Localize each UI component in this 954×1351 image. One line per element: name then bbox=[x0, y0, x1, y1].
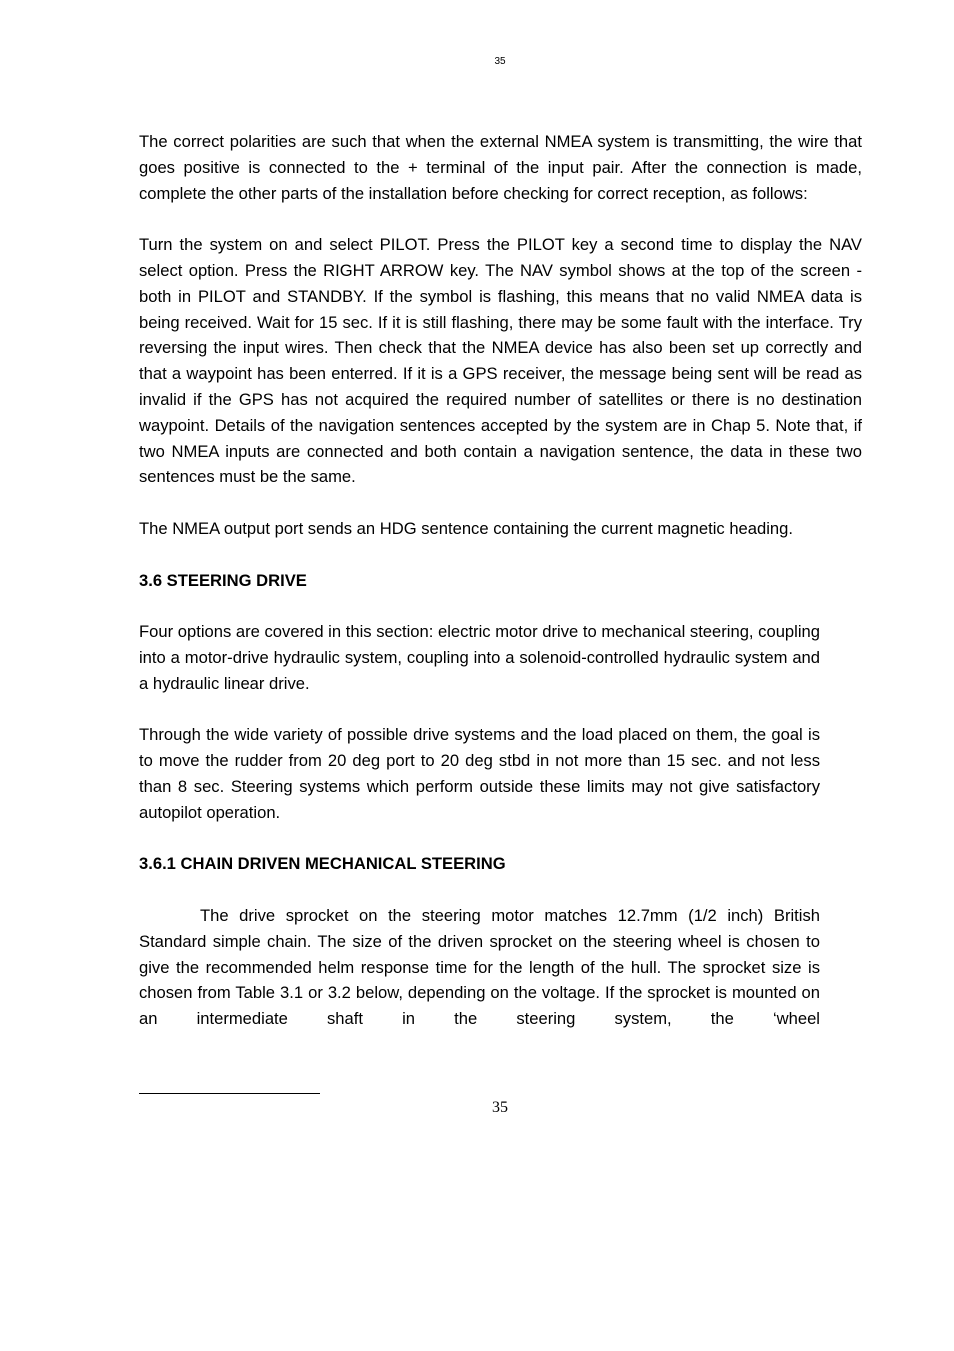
section-heading-chain-steering: 3.6.1 CHAIN DRIVEN MECHANICAL STEERING bbox=[139, 854, 506, 874]
paragraph-nmea-check-procedure: Turn the system on and select PILOT. Press the PILOT key a second time to display the NAV select option. Press the RIGHT ARROW key. The NAV symbol shows at the top of the screen - both in PILOT and STANDBY. If the symbol is flashing, this means that no valid NMEA data is being received. Wait for 15 sec. If it is still flashing, there may be some fault with the interface. Try reversing the input wires. Then check that the NMEA device has also been set up correctly and that a waypoint has been enterred. If it is a GPS receiver, the message being sent will be read as invalid if the GPS has not acquired the required number of satellites or there is no destination waypoint. Details of the navigation sentences accepted by the system are in Chap 5. Note that, if two NMEA inputs are connected and both contain a navigation sentence, the data in these two sentences must be the same. bbox=[139, 235, 862, 487]
paragraph-drive-sprocket: The drive sprocket on the steering motor matches 12.7mm (1/2 inch) British Standard simple chain. The size of the driven sprocket on the steering wheel is chosen to give the recommended helm response time for the length of the hull. The sprocket size is chosen from Table 3.1 or 3.2 below, depending on the voltage. If the sprocket is mounted on an intermediate shaft in the steering system, the ‘wheel bbox=[139, 905, 820, 1029]
paragraph-nmea-polarities: The correct polarities are such that when the external NMEA system is transmitting, the wire that goes positive is connected to the + terminal of the input pair. After the connection is made, complete the other parts of the installation before checking for correct reception, as follows: bbox=[139, 132, 862, 203]
document-body bbox=[139, 129, 862, 1058]
paragraph-drive-options: Four options are covered in this section: electric motor drive to mechanical steering, coupling into a motor-drive hydraulic system, coupling into a solenoid-controlled hydraulic system and a hydraulic linear drive. bbox=[139, 622, 820, 693]
footnote-separator bbox=[139, 1093, 320, 1094]
header-page-number: 35 bbox=[494, 56, 506, 67]
section-heading-steering-drive: 3.6 STEERING DRIVE bbox=[139, 570, 307, 590]
footer-page-number: 35 bbox=[492, 1099, 508, 1116]
paragraph-drive-goal: Through the wide variety of possible drive systems and the load placed on them, the goal is to move the rudder from 20 deg port to 20 deg stbd in not more than 15 sec. and not less than 8 sec. Steering systems which perform outside these limits may not give satisfactory autopilot operation. bbox=[139, 725, 820, 822]
paragraph-nmea-output: The NMEA output port sends an HDG sentence containing the current magnetic heading. bbox=[139, 518, 793, 538]
